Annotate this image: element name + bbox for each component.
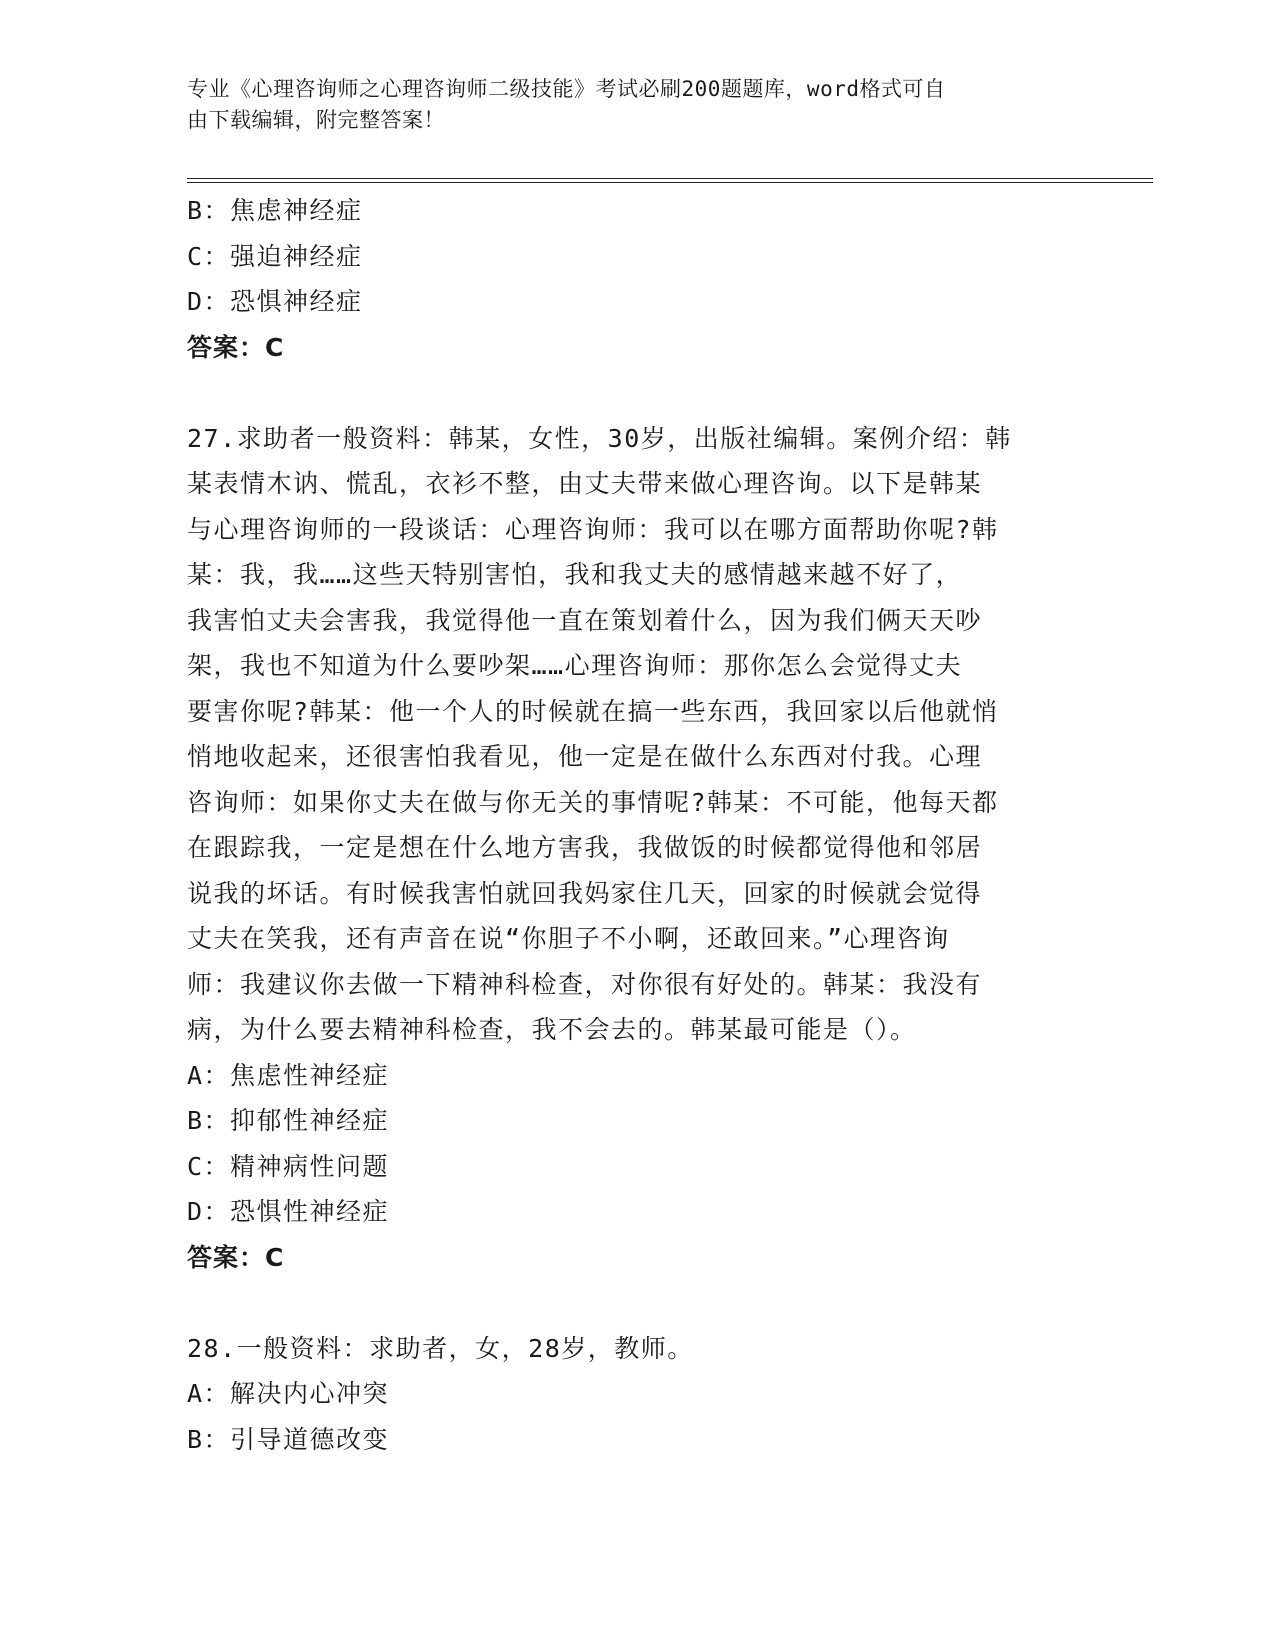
question-28: [187, 1326, 1087, 1463]
header-rule-bottom: [187, 182, 1153, 183]
question-stem-line: 我害怕丈夫会害我，我觉得他一直在策划着什么，因为我们俩天天吵: [187, 605, 983, 635]
page-header: [187, 74, 1067, 136]
question-stem-line: 悄地收起来，还很害怕我看见，他一定是在做什么东西对付我。心理: [187, 742, 983, 771]
spacer: [187, 370, 1087, 416]
document-body: [187, 188, 1087, 1462]
question-stem-line: 在跟踪我，一定是想在什么地方害我，我做饭的时候都觉得他和邻居: [187, 833, 983, 862]
question-stem-line: 某：我，我……这些天特别害怕，我和我丈夫的感情越来越不好了，: [187, 560, 963, 589]
header-rule-top: [187, 178, 1153, 179]
question-stem-line: 28.一般资料：求助者，女，28岁，教师。: [187, 1333, 694, 1363]
option-d: D：恐惧性神经症: [187, 1197, 390, 1226]
header-line-1: 专业《心理咨询师之心理咨询师二级技能》考试必刷200题题库，word格式可自: [187, 77, 946, 101]
answer-line: 答案：C: [187, 1242, 285, 1272]
spacer: [187, 1280, 1087, 1326]
option-b: B：抑郁性神经症: [187, 1106, 390, 1135]
question-stem-line: 咨询师：如果你丈夫在做与你无关的事情呢?韩某：不可能，他每天都: [187, 787, 999, 817]
option-c: C：精神病性问题: [187, 1151, 390, 1181]
question-stem-line: 师：我建议你去做一下精神科检查，对你很有好处的。韩某：我没有: [187, 969, 983, 999]
question-stem-line: 要害你呢?韩某：他一个人的时候就在搞一些东西，我回家以后他就悄: [187, 696, 999, 726]
question-26-tail: [187, 188, 1087, 370]
question-stem-line: 说我的坏话。有时候我害怕就回我妈家住几天，回家的时候就会觉得: [187, 878, 983, 908]
option-b: B：引导道德改变: [187, 1424, 390, 1454]
question-stem-line: 病，为什么要去精神科检查，我不会去的。韩某最可能是（）。: [187, 1015, 917, 1044]
option-b: B：焦虑神经症: [187, 196, 363, 225]
answer-line: 答案：C: [187, 332, 285, 362]
option-a: A：焦虑性神经症: [187, 1060, 390, 1090]
question-stem-line: 架，我也不知道为什么要吵架……心理咨询师：那你怎么会觉得丈夫: [187, 651, 963, 680]
header-line-2: 由下载编辑，附完整答案！: [187, 108, 445, 132]
question-stem-line: 某表情木讷、慌乱，衣衫不整，由丈夫带来做心理咨询。以下是韩某: [187, 469, 983, 498]
question-27: [187, 416, 1087, 1281]
question-stem-line: 27.求助者一般资料：韩某，女性，30岁，出版社编辑。案例介绍：韩: [187, 423, 1012, 453]
option-d: D：恐惧神经症: [187, 287, 363, 316]
option-c: C：强迫神经症: [187, 241, 363, 271]
question-stem-line: 与心理咨询师的一段谈话：心理咨询师：我可以在哪方面帮助你呢?韩: [187, 514, 999, 544]
option-a: A：解决内心冲突: [187, 1379, 390, 1408]
question-stem-line: 丈夫在笑我，还有声音在说“你胆子不小啊，还敢回来。”心理咨询: [187, 924, 950, 953]
